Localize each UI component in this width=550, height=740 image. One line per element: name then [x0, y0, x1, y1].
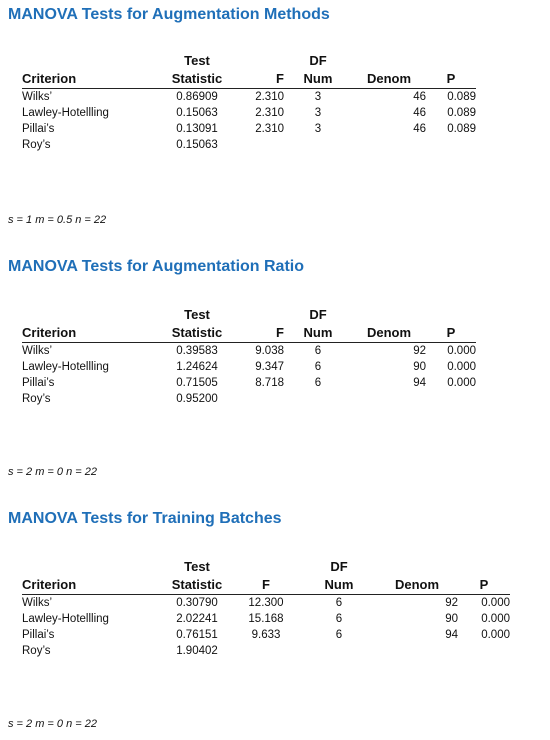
denom-cell: 92: [445, 597, 458, 609]
header-denom: Denom: [352, 324, 426, 343]
p-cell: 0.000: [481, 597, 510, 609]
f-cell: [230, 391, 284, 407]
header-df: DF: [330, 559, 348, 574]
table-row: [22, 391, 476, 407]
header-df: DF: [309, 307, 327, 322]
criterion-cell: Roy’s: [22, 393, 51, 405]
statistic-cell: 0.13091: [176, 123, 218, 135]
num-cell: [302, 643, 376, 659]
num-cell: 6: [314, 377, 322, 389]
header-row-top: [22, 558, 510, 576]
denom-cell: 46: [413, 123, 426, 135]
header-criterion: Criterion: [22, 576, 164, 595]
num-cell: 6: [335, 613, 343, 625]
p-cell: 0.000: [447, 345, 476, 357]
f-cell: [230, 137, 284, 153]
header-f: F: [230, 70, 284, 89]
f-cell: 9.347: [255, 361, 284, 373]
footnote: s = 1 m = 0.5 n = 22: [8, 214, 107, 226]
header-df: DF: [309, 53, 327, 68]
criterion-cell: Lawley-Hotellling: [22, 361, 109, 373]
manova-table: [22, 306, 476, 407]
section-title: MANOVA Tests for Augmentation Ratio: [8, 258, 304, 275]
denom-cell: 90: [445, 613, 458, 625]
p-cell: 0.000: [481, 629, 510, 641]
criterion-cell: Lawley-Hotellling: [22, 107, 109, 119]
header-p: P: [426, 324, 476, 343]
statistic-cell: 0.76151: [176, 629, 218, 641]
table-row: [22, 105, 476, 121]
criterion-cell: Wilks’: [22, 597, 53, 609]
header-row: [22, 70, 476, 89]
statistic-cell: 0.15063: [176, 107, 218, 119]
table-row: [22, 121, 476, 137]
table-row: [22, 611, 510, 627]
statistic-cell: 0.86909: [176, 91, 218, 103]
table-row: [22, 627, 510, 643]
statistic-cell: 0.39583: [176, 345, 218, 357]
manova-table: [22, 52, 476, 153]
criterion-cell: Lawley-Hotellling: [22, 613, 109, 625]
table-row: [22, 137, 476, 153]
p-cell: 0.000: [447, 361, 476, 373]
f-cell: 9.038: [255, 345, 284, 357]
header-row: [22, 576, 510, 595]
statistic-cell: 0.95200: [176, 393, 218, 405]
p-cell: [426, 391, 476, 407]
header-num: Num: [284, 324, 352, 343]
header-row-top: [22, 306, 476, 324]
header-num: Num: [284, 70, 352, 89]
statistic-cell: 0.30790: [176, 597, 218, 609]
statistic-cell: 2.02241: [176, 613, 218, 625]
header-statistic: Statistic: [164, 70, 230, 89]
num-cell: [284, 391, 352, 407]
header-statistic: Statistic: [164, 576, 230, 595]
header-test: Test: [184, 559, 210, 574]
table-row: [22, 595, 510, 612]
header-denom: Denom: [352, 70, 426, 89]
table-row: [22, 643, 510, 659]
section-title: MANOVA Tests for Training Batches: [8, 510, 282, 527]
header-row-top: [22, 52, 476, 70]
criterion-cell: Roy’s: [22, 139, 51, 151]
header-p: P: [426, 70, 476, 89]
f-cell: 2.310: [255, 91, 284, 103]
f-cell: 2.310: [255, 107, 284, 119]
p-cell: 0.089: [447, 91, 476, 103]
statistic-cell: 1.90402: [176, 645, 218, 657]
num-cell: 3: [314, 123, 322, 135]
f-cell: [230, 643, 302, 659]
p-cell: [426, 137, 476, 153]
denom-cell: 90: [413, 361, 426, 373]
criterion-cell: Wilks’: [22, 91, 53, 103]
denom-cell: [352, 391, 426, 407]
num-cell: 6: [335, 629, 343, 641]
p-cell: 0.000: [481, 613, 510, 625]
header-num: Num: [302, 576, 376, 595]
num-cell: 6: [314, 361, 322, 373]
f-cell: 15.168: [248, 613, 284, 625]
header-criterion: Criterion: [22, 70, 164, 89]
denom-cell: 94: [413, 377, 426, 389]
header-p: P: [458, 576, 510, 595]
header-denom: Denom: [376, 576, 458, 595]
header-statistic: Statistic: [164, 324, 230, 343]
f-cell: 8.718: [255, 377, 284, 389]
table-row: [22, 343, 476, 360]
p-cell: 0.089: [447, 123, 476, 135]
criterion-cell: Wilks’: [22, 345, 53, 357]
f-cell: 2.310: [255, 123, 284, 135]
table-row: [22, 375, 476, 391]
header-test: Test: [184, 307, 210, 322]
denom-cell: 92: [413, 345, 426, 357]
criterion-cell: Pillai’s: [22, 377, 55, 389]
header-f: F: [230, 576, 302, 595]
manova-table: [22, 558, 510, 659]
header-test: Test: [184, 53, 210, 68]
header-criterion: Criterion: [22, 324, 164, 343]
f-cell: 12.300: [248, 597, 284, 609]
criterion-cell: Roy’s: [22, 645, 51, 657]
section-title: MANOVA Tests for Augmentation Methods: [8, 6, 330, 23]
denom-cell: [352, 137, 426, 153]
footnote: s = 2 m = 0 n = 22: [8, 466, 97, 478]
denom-cell: 46: [413, 107, 426, 119]
statistic-cell: 1.24624: [176, 361, 218, 373]
p-cell: 0.000: [447, 377, 476, 389]
denom-cell: 46: [413, 91, 426, 103]
num-cell: 3: [314, 107, 322, 119]
num-cell: [284, 137, 352, 153]
p-cell: [458, 643, 510, 659]
statistic-cell: 0.71505: [176, 377, 218, 389]
footnote: s = 2 m = 0 n = 22: [8, 718, 97, 730]
num-cell: 6: [314, 345, 322, 357]
statistic-cell: 0.15063: [176, 139, 218, 151]
f-cell: 9.633: [251, 629, 281, 641]
criterion-cell: Pillai’s: [22, 123, 55, 135]
header-row: [22, 324, 476, 343]
num-cell: 6: [335, 597, 343, 609]
denom-cell: [376, 643, 458, 659]
num-cell: 3: [314, 91, 322, 103]
header-f: F: [230, 324, 284, 343]
criterion-cell: Pillai’s: [22, 629, 55, 641]
table-row: [22, 89, 476, 106]
table-row: [22, 359, 476, 375]
p-cell: 0.089: [447, 107, 476, 119]
denom-cell: 94: [445, 629, 458, 641]
